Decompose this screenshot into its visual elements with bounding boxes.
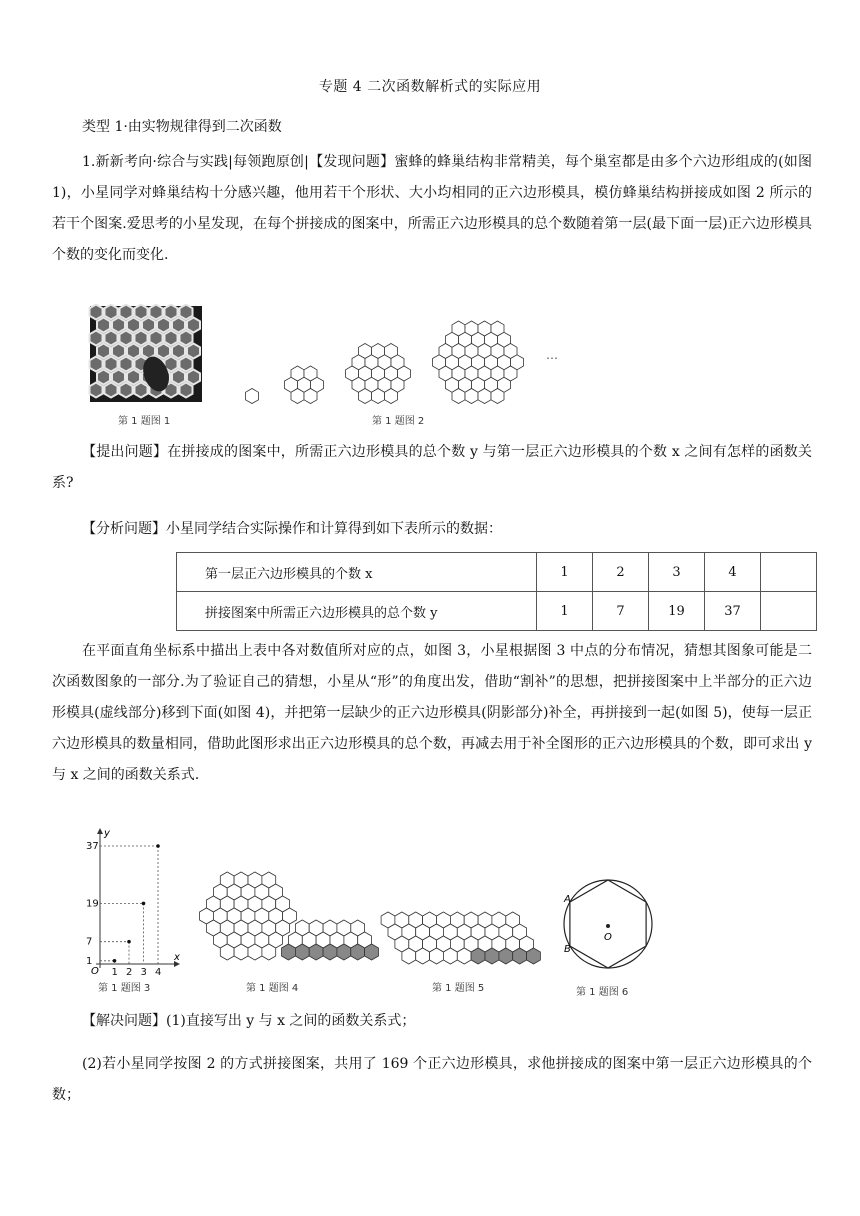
comb-cell [90,383,103,398]
table-cell [761,553,817,592]
comb-cell [165,305,178,320]
x-tick-label: 1 [111,967,118,978]
data-point [113,959,117,963]
comb-cell [135,305,148,320]
hexagon [282,944,296,960]
comb-cell [112,318,125,333]
comb-cell [120,305,133,320]
table-cell: 1 [537,592,593,631]
comb-cell [180,357,193,372]
comb-cell [105,305,118,320]
data-table [176,552,817,631]
comb-cell [157,344,170,359]
comb-cell [135,331,148,346]
comb-cell [105,331,118,346]
hexagon [452,389,465,404]
center-label: O [604,932,612,943]
comb-cell [187,370,200,385]
hexagon [513,948,527,964]
comb-cell [172,318,185,333]
comb-cell [97,370,110,385]
hexagon [402,948,416,964]
origin-label: O [91,966,99,977]
comb-cell [97,344,110,359]
comb-cell [127,318,140,333]
comb-cell [127,370,140,385]
question-2: (2)若小星同学按图 2 的方式拼接图案，共用了 169 个正六边形模具，求他拼接成的图案中第一层正六边形模具的个数； [52,1056,812,1103]
hexagon [499,948,513,964]
y-tick-label: 37 [86,841,99,852]
comb-cell [90,331,103,346]
data-point [127,940,131,944]
hexagon [309,944,323,960]
comb-cell [172,370,185,385]
honeycomb-photo [90,305,203,403]
comb-cell [105,383,118,398]
table-cell: 7 [593,592,649,631]
comb-cell [187,318,200,333]
hexagon [471,948,485,964]
hexagon [359,389,372,404]
comb-cell [180,305,193,320]
center-point [606,924,610,928]
y-tick-label: 7 [86,936,93,948]
table-cell: 2 [593,553,649,592]
figure-6-caption: 第 1 题图 6 [576,987,629,998]
hexagon [246,389,259,404]
comb-cell [142,344,155,359]
completed-pattern [381,912,540,964]
figure-3-caption: 第 1 题图 3 [98,983,151,994]
section-heading: 类型 1·由实物规律得到二次函数 [82,119,282,135]
hexagon [385,389,398,404]
comb-cell [120,357,133,372]
comb-cell [157,318,170,333]
hexagon [527,948,541,964]
scatter-chart [86,828,180,978]
comb-cell [90,305,103,320]
comb-cell [150,331,163,346]
x-tick-label: 3 [140,967,147,978]
circle-hexagon-diagram [563,880,652,968]
table-cell: 37 [705,592,761,631]
hexagon-patterns [246,321,524,404]
data-point [142,902,146,906]
table-cell [761,592,817,631]
figure-5-caption: 第 1 题图 5 [432,983,485,994]
y-axis-arrow-icon [97,828,103,834]
comb-cell [187,344,200,359]
problem-intro: 1.新新考向·综合与实践|每领跑原创|【发现问题】蜜蜂的蜂巢结构非常精美，每个巢室都是由多个六边形组成的(如图 1)，小星同学对蜂巢结构十分感兴趣，他用若干个形状、大小均相同的正六边形模具，模仿蜂巢结构拼接成如图 2 所示的若干个图案.爱思考的小星发现，在每个拼接成的图案中，所需正六边形模具的总个数随着第一层(最下面一层)正六边形模具个数的变化而变化. [52,154,812,263]
hexagon [291,389,304,404]
problem-method: 在平面直角坐标系中描出上表中各对数值所对应的点，如图 3，小星根据图 3 中点的分布情况，猜想其图象可能是二次函数图象的一部分.为了验证自己的猜想，小星从“形”的角度出发，借助“割补”的思想，把拼接图案中上半部分的正六边形模具(虚线部分)移到下面(如图 4)，并把第一层缺少的正六边形模具(阴影部分)补全，再拼接到一起(如图 5)，使每一层正六边形模具的数量相同，借助此图形求出正六边形模具的总个数，再减去用于补全图形的正六边形模具的个数，即可求出 y 与 x 之间的函数关系式. [52,643,812,783]
hexagon [351,944,365,960]
hexagon [262,944,276,960]
point-b-label: B [564,944,571,955]
comb-cell [180,331,193,346]
hexagon [372,389,385,404]
table-row-label-x: 第一层正六边形模具的个数 x [177,553,537,592]
point-a-label: A [564,894,571,905]
hexagon [304,389,317,404]
question-1: 【解决问题】(1)直接写出 y 与 x 之间的函数关系式； [82,1013,416,1029]
hexagon [443,948,457,964]
comb-cell [112,370,125,385]
y-tick-label: 1 [86,955,93,967]
hexagon [234,944,248,960]
figures-1-2 [86,304,786,430]
problem-analyze: 【分析问题】小星同学结合实际操作和计算得到如下表所示的数据： [82,521,502,537]
hexagon [430,948,444,964]
figure-row-2 [86,828,786,998]
figure-2-caption: 第 1 题图 2 [372,416,425,427]
table-row [177,553,817,592]
comb-cell [120,331,133,346]
comb-cell [120,383,133,398]
page-title: 专题 4 二次函数解析式的实际应用 [318,79,542,95]
x-tick-label: 2 [126,967,133,978]
figure-row-1 [86,304,786,430]
x-tick-label: 4 [155,967,162,978]
problem-ask: 【提出问题】在拼接成的图案中，所需正六边形模具的总个数 y 与第一层正六边形模具的个数 x 之间有怎样的函数关系? [52,444,812,491]
comb-cell [135,383,148,398]
cut-and-move-pattern [200,872,379,960]
comb-cell [180,383,193,398]
hexagon [485,948,499,964]
comb-cell [150,305,163,320]
figure-4-caption: 第 1 题图 4 [246,983,299,994]
comb-cell [90,357,103,372]
comb-cell [165,331,178,346]
hexagon [457,948,471,964]
scatter-marks [86,841,161,978]
table-cell: 1 [537,553,593,592]
hexagon [337,944,351,960]
hexagon [416,948,430,964]
table-cell: 3 [649,553,705,592]
x-axis-label: x [174,952,180,963]
table-row-label-y: 拼接图案中所需正六边形模具的总个数 y [177,592,537,631]
hexagon [248,944,262,960]
figure-1-caption: 第 1 题图 1 [118,416,171,427]
comb-cell [105,357,118,372]
table-cell: 4 [705,553,761,592]
y-axis-label: y [104,828,110,839]
comb-cell [97,318,110,333]
figures-3-6 [86,828,786,998]
hexagon [365,944,379,960]
hexagon [295,944,309,960]
comb-cell [127,344,140,359]
hexagon [323,944,337,960]
data-point [156,844,160,848]
comb-cell [112,344,125,359]
table-row [177,592,817,631]
hexagon [465,389,478,404]
pattern-ellipsis: … [546,348,558,362]
table-cell: 19 [649,592,705,631]
hexagon [220,944,234,960]
hexagon [491,389,504,404]
comb-cell [142,318,155,333]
hexagon [478,389,491,404]
comb-cell [172,344,185,359]
y-tick-label: 19 [86,898,99,910]
